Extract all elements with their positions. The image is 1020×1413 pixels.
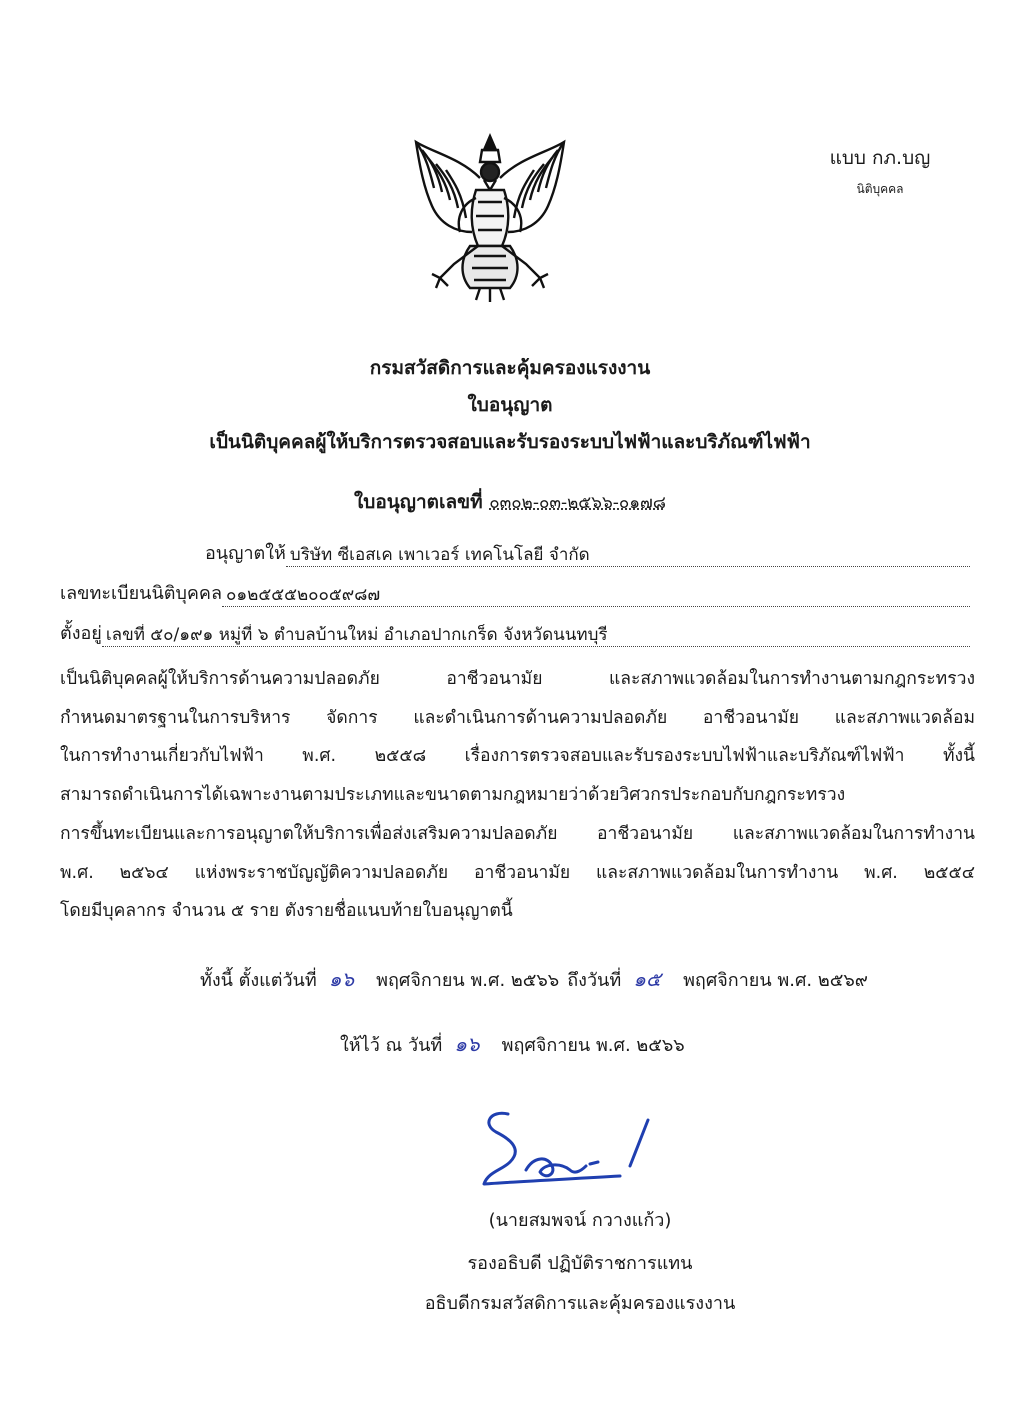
validity-start-day: ๑๖	[328, 967, 355, 991]
body-line: พ.ศ. ๒๕๖๔ แห่งพระราชบัญญัติความปลอดภัย อาชีวอนามัย และสภาพแวดล้อมในการทำงาน พ.ศ. ๒๕๕๔	[60, 862, 975, 883]
body-line: เป็นนิติบุคคลผู้ให้บริการด้านความปลอดภัย อาชีวอนามัย และสภาพแวดล้อมในการทำงานตามกฎกระทรวง	[60, 669, 975, 689]
body-line: สามารถดำเนินการได้เฉพาะงานตามประเภทและขนาดตามกฎหมายว่าด้วยวิศวกรประกอบกับกฎกระทรวง	[60, 785, 846, 806]
address-field	[60, 621, 970, 647]
license-body-text	[60, 660, 975, 931]
signatory-on-behalf: อธิบดีกรมสวัสดิการและคุ้มครองแรงงาน	[424, 1293, 736, 1314]
grantee-value: บริษัท ซีเอสเค เพาเวอร์ เทคโนโลยี จำกัด	[286, 544, 970, 567]
license-number: ๐๓๐๒-๐๓-๒๕๖๖-๐๑๗๘	[489, 493, 666, 513]
department-name: กรมสวัสดิการและคุ้มครองแรงงาน	[369, 357, 651, 379]
garuda-emblem-icon	[410, 128, 570, 306]
signatory-position: รองอธิบดี ปฏิบัติราชการแทน	[467, 1253, 693, 1274]
registration-label: เลขทะเบียนนิติบุคคล	[60, 583, 222, 604]
handwritten-signature	[470, 1100, 670, 1195]
body-line: กำหนดมาตรฐานในการบริหาร จัดการ และดำเนินการด้านความปลอดภัย อาชีวอนามัย และสภาพแวดล้อม	[60, 707, 975, 728]
validity-end-day: ๑๕	[633, 967, 662, 991]
validity-prefix: ทั้งนี้ ตั้งแต่วันที่	[200, 970, 317, 991]
registration-field	[60, 581, 970, 607]
document-type: ใบอนุญาต	[467, 394, 553, 416]
address-label: ตั้งอยู่	[60, 623, 102, 644]
license-number-line	[0, 487, 1020, 517]
body-line: ในการทำงานเกี่ยวกับไฟฟ้า พ.ศ. ๒๕๕๘ เรื่องการตรวจสอบและรับรองระบบไฟฟ้าและบริภัณฑ์ไฟฟ้า ทั้งนี้	[60, 746, 975, 767]
license-purpose: เป็นนิติบุคคลผู้ให้บริการตรวจสอบและรับรองระบบไฟฟ้าและบริภัณฑ์ไฟฟ้า	[209, 431, 811, 453]
issue-date	[340, 1028, 840, 1060]
validity-start-month-year: พฤศจิกายน พ.ศ. ๒๕๖๖	[376, 970, 560, 991]
validity-period	[200, 963, 970, 995]
signatory-name: (นายสมพจน์ กวางแก้ว)	[488, 1210, 672, 1231]
validity-end-month-year: พฤศจิกายน พ.ศ. ๒๕๖๙	[683, 970, 868, 991]
issue-day: ๑๖	[454, 1032, 480, 1056]
grantee-label: อนุญาตให้	[205, 543, 286, 564]
grantee-field	[205, 541, 970, 567]
body-line: การขึ้นทะเบียนและการอนุญาตให้บริการเพื่อส่งเสริมความปลอดภัย อาชีวอนามัย และสภาพแวดล้อมในการทำงาน	[60, 823, 975, 844]
form-subtitle: นิติบุคคล	[856, 182, 904, 196]
form-code: แบบ กภ.บญ	[829, 147, 931, 169]
issue-date-prefix: ให้ไว้ ณ วันที่	[340, 1035, 443, 1056]
address-value: เลขที่ ๕๐/๑๙๑ หมู่ที่ ๖ ตำบลบ้านใหม่ อำเภอปากเกร็ด จังหวัดนนทบุรี	[102, 624, 970, 647]
issue-month-year: พฤศจิกายน พ.ศ. ๒๕๖๖	[501, 1035, 685, 1056]
body-line: โดยมีบุคลากร จำนวน ๕ ราย ตังรายชื่อแนบท้ายใบอนุญาตนี้	[60, 901, 513, 922]
validity-until-label: ถึงวันที่	[567, 970, 622, 991]
registration-value: ๐๑๒๕๕๕๒๐๐๕๙๘๗	[222, 584, 970, 607]
license-number-label: ใบอนุญาตเลขที่	[354, 491, 483, 513]
